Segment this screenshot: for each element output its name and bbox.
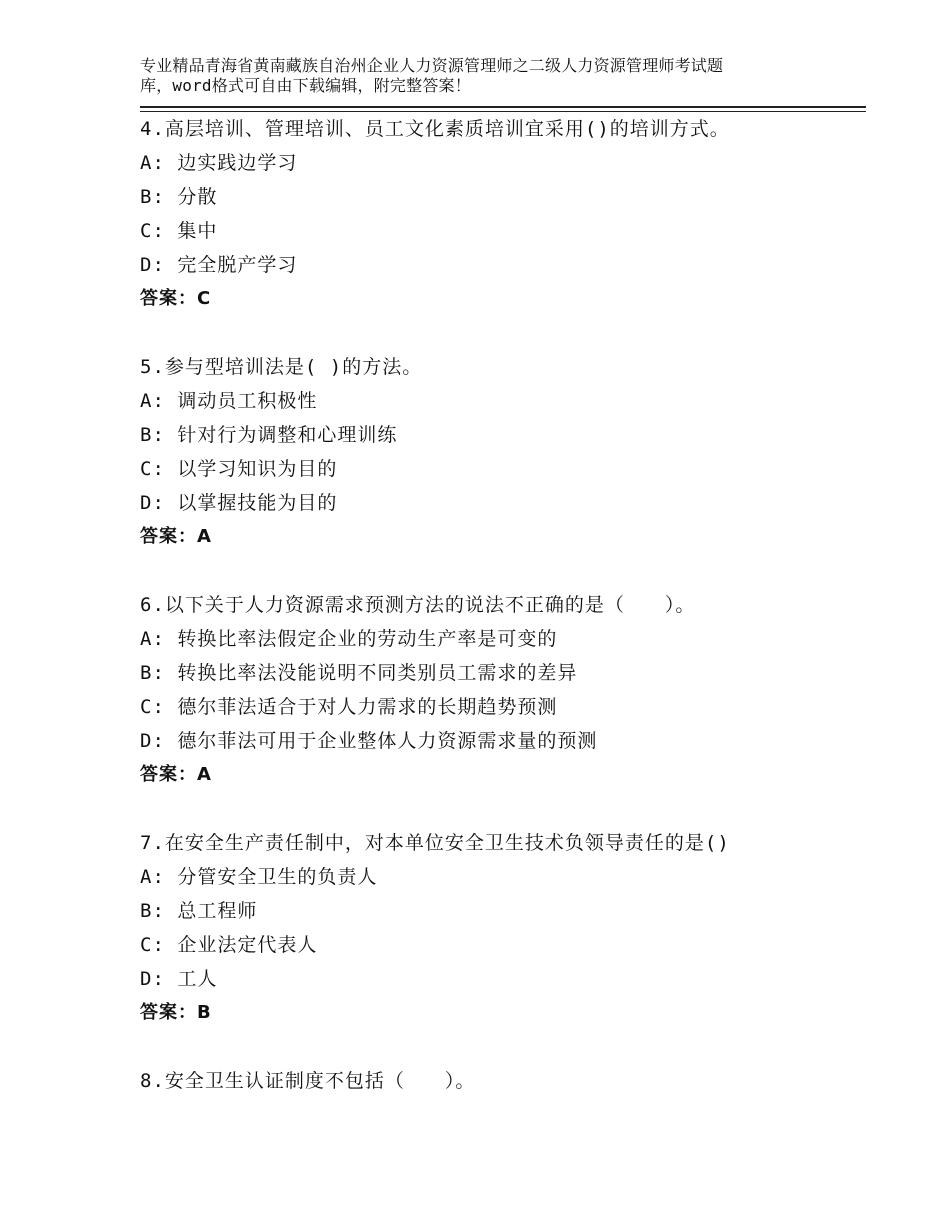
answer-line: 答案：B: [140, 1002, 212, 1023]
answer-line: 答案：A: [140, 526, 212, 547]
document-header: [140, 56, 866, 96]
header-divider: [140, 106, 866, 108]
option-d: D: 以掌握技能为目的: [140, 492, 338, 514]
question-7: [140, 826, 866, 1030]
option-c: C: 集中: [140, 220, 218, 242]
option-c: C: 以学习知识为目的: [140, 458, 338, 480]
option-a: A: 调动员工积极性: [140, 390, 318, 412]
header-line-1: 专业精品青海省黄南藏族自治州企业人力资源管理师之二级人力资源管理师考试题: [140, 56, 724, 75]
document-page: [140, 56, 866, 1132]
option-b: B: 针对行为调整和心理训练: [140, 424, 398, 446]
question-stem: 6.以下关于人力资源需求预测方法的说法不正确的是（ ）。: [140, 594, 696, 616]
option-c: C: 德尔菲法适合于对人力需求的长期趋势预测: [140, 696, 558, 718]
option-d: D: 工人: [140, 968, 218, 990]
question-list: [140, 112, 866, 1098]
answer-line: 答案：A: [140, 764, 212, 785]
option-b: B: 转换比率法没能说明不同类别员工需求的差异: [140, 662, 578, 684]
question-stem: 4.高层培训、管理培训、员工文化素质培训宜采用()的培训方式。: [140, 118, 730, 140]
option-d: D: 完全脱产学习: [140, 254, 298, 276]
question-6: [140, 588, 866, 792]
question-stem: 5.参与型培训法是( )的方法。: [140, 356, 423, 378]
question-stem: 7.在安全生产责任制中，对本单位安全卫生技术负领导责任的是(): [140, 832, 730, 854]
option-a: A: 转换比率法假定企业的劳动生产率是可变的: [140, 628, 558, 650]
option-d: D: 德尔菲法可用于企业整体人力资源需求量的预测: [140, 730, 598, 752]
option-c: C: 企业法定代表人: [140, 934, 318, 956]
answer-line: 答案：C: [140, 288, 212, 309]
question-stem: 8.安全卫生认证制度不包括（ ）。: [140, 1070, 476, 1092]
question-5: [140, 350, 866, 554]
option-a: A: 边实践边学习: [140, 152, 298, 174]
option-a: A: 分管安全卫生的负责人: [140, 866, 378, 888]
option-b: B: 总工程师: [140, 900, 258, 922]
question-4: [140, 112, 866, 316]
header-line-2: 库，word格式可自由下载编辑，附完整答案！: [140, 76, 471, 95]
question-8: [140, 1064, 866, 1098]
option-b: B: 分散: [140, 186, 218, 208]
